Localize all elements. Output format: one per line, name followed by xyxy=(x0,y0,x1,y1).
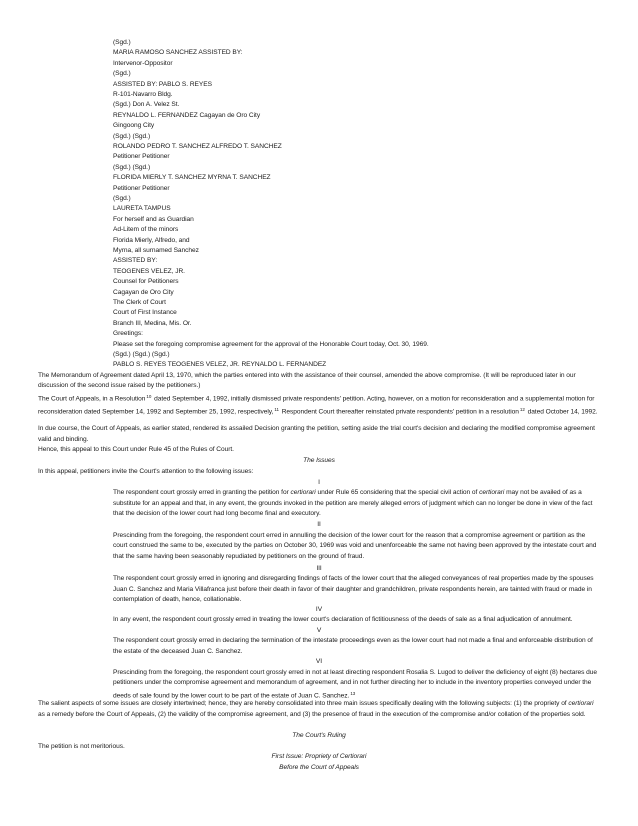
signature-line: (Sgd.) xyxy=(113,39,131,46)
paragraph-text: as a remedy before the Court of Appeals, (2) the validity of the compromise agreement, and (3) the presence of fraud in the execution of the compromise and/or collation of the properties sold. xyxy=(38,710,586,718)
footnote-ref[interactable]: 13 xyxy=(350,690,356,696)
signature-line: TEOGENES VELEZ, JR. xyxy=(113,267,185,275)
signature-line: LAURETA TAMPUS xyxy=(113,205,171,213)
signature-line: Intervenor-Oppositor xyxy=(113,59,173,67)
signature-line: Ad-Litem of the minors xyxy=(113,226,179,234)
issue-text-part: under Rule 65 considering that the special civil action of xyxy=(317,489,478,496)
signature-line: Please set the foregoing compromise agreement for the approval of the Honorable Court today, Oct. 30, 1969. xyxy=(113,340,429,348)
paragraph-hence: Hence, this appeal to this Court under Rule 45 of the Rules of Court. xyxy=(38,446,234,454)
heading-first-issue: First Issue: Propriety of Certiorari xyxy=(271,753,367,761)
issue-number: I xyxy=(318,478,320,486)
heading-courts-ruling: The Court's Ruling xyxy=(292,732,346,740)
issue-text: The respondent court grossly erred in declaring the termination of the intestate proceedings even as the lower court had not made a final and enforceable distribution of the estate of the deceased Juan C. Sanchez. xyxy=(113,637,593,655)
signature-line: Gingoong City xyxy=(113,122,155,130)
signature-line: FLORIDA MIERLY T. SANCHEZ MYRNA T. SANCHEZ xyxy=(113,174,271,182)
issue-text xyxy=(113,668,600,702)
signature-line: For herself and as Guardian xyxy=(113,215,194,223)
issue-number: IV xyxy=(315,605,323,613)
signature-line: Florida Mierly, Alfredo, and xyxy=(113,236,190,244)
signature-line: (Sgd.) xyxy=(113,70,131,78)
issue-number: VI xyxy=(315,658,323,666)
issue-text xyxy=(113,488,600,520)
paragraph-salient-aspects xyxy=(38,699,598,720)
paragraph-memorandum: The Memorandum of Agreement dated April 13, 1970, which the parties entered into with the assistance of their counsel, amended the above compromise. (It will be reproduced later in our discussion of the second issue raised by the petitioners.) xyxy=(38,371,576,390)
footnote-ref[interactable]: 10 xyxy=(146,394,152,399)
footnote-ref[interactable]: 12 xyxy=(519,407,525,413)
issue-text-part: may not be availed of as a substitute for an appeal and that, in any event, the grounds invoked in the petition are merely alleged errors of judgment which can no longer be done in view of the fact that the decision of the lower court had long become final and executory. xyxy=(113,489,593,518)
signature-line: Counsel for Petitioners xyxy=(113,278,179,286)
signature-line: Petitioner Petitioner xyxy=(113,153,170,161)
issue-text: The respondent court grossly erred in ignoring and disregarding findings of facts of the lower court that the alleged conveyances of real properties made by the spouses Juan C. Sanchez and Maria Villafranca just before their death in favor of their daughter and grandchildren, private respondents herein, are tainted with fraud or made in contemplation of death, hence, collationable. xyxy=(113,575,594,604)
issue-text-part: certiorari xyxy=(290,489,316,496)
issue-text-part: The respondent court grossly erred in granting the petition for xyxy=(113,489,289,496)
issue-number: II xyxy=(317,521,321,529)
issue-text: Prescinding from the foregoing, the respondent court erred in annulling the decision of the lower court for the reason that a compromise agreement or partition as the court construed the same to be, executed by the parties on October 30, 1969 was void and unenforceable the same not having been approved by the intestate court and that the same having been seasonably repudiated by petitioners on the ground of fraud. xyxy=(113,531,597,560)
signature-line: Cagayan de Oro City xyxy=(113,288,174,296)
signature-line: REYNALDO L. FERNANDEZ Cagayan de Oro City xyxy=(113,111,261,119)
paragraph-text: Respondent Court thereafter reinstated private respondents' petition in a resolution xyxy=(281,408,519,416)
heading-the-issues: The Issues xyxy=(303,457,335,464)
signature-line: ASSISTED BY: xyxy=(113,257,158,265)
signature-line: ASSISTED BY: PABLO S. REYES xyxy=(113,80,212,88)
issue-text-part: Prescinding from the foregoing, the respondent court grossly erred in not at least directing respondent Rosalia S. Lugod to deliver the deficiency of eight (8) hectares due petitioners under the compromise agreement and memorandum of agreement, and in not further directing her to include in the inventory properties conveyed under the deeds of sale found by the lower court to be part of the estate of Juan C. Sanchez. xyxy=(113,668,598,700)
signature-line: Branch III, Medina, Mis. Or. xyxy=(113,319,192,327)
signature-line: Petitioner Petitioner xyxy=(113,184,170,192)
signature-line: R-101-Navarro Bldg. xyxy=(113,91,173,98)
signature-line: The Clerk of Court xyxy=(113,299,166,306)
paragraph-due-course: In due course, the Court of Appeals, as earlier stated, rendered its assailed Decision granting the petition, setting aside the trial court's decision and declaring the modified compromise agreement valid and binding. xyxy=(38,425,595,443)
signature-line: Greetings: xyxy=(113,330,143,338)
signature-line: (Sgd.) (Sgd.) xyxy=(113,132,151,140)
paragraph-text: The Court of Appeals, in a Resolution xyxy=(38,395,146,403)
paragraph-court-of-appeals xyxy=(38,392,598,418)
paragraph-text: dated September 4, 1992, initially dismissed private respondents' petition. Acting, however, on a motion for reconsideration and a supplemental motion for reconsideration dated September 14, 1992 and September 25, 1992, respectively, xyxy=(38,395,595,416)
signature-line: (Sgd.) xyxy=(113,195,131,202)
signature-line: (Sgd.) Don A. Velez St. xyxy=(113,101,180,109)
issue-number: III xyxy=(316,564,322,572)
signature-line: Myrna, all surnamed Sanchez xyxy=(113,247,199,254)
paragraph-petition-not-meritorious: The petition is not meritorious. xyxy=(38,743,125,750)
signature-line: ROLANDO PEDRO T. SANCHEZ ALFREDO T. SANCHEZ xyxy=(113,143,282,150)
heading-first-issue-sub: Before the Court of Appeals xyxy=(279,763,359,771)
paragraph-text: The salient aspects of some issues are closely intertwined; hence, they are hereby consolidated into three main issues specifically dealing with the following subjects: (1) the propriety of xyxy=(38,700,567,708)
signature-line: PABLO S. REYES TEOGENES VELEZ, JR. REYNALDO L. FERNANDEZ xyxy=(113,361,327,369)
paragraph-text: certiorari xyxy=(568,700,594,708)
issue-text: In any event, the respondent court grossly erred in treating the lower court's declaration of fictitiousness of the deeds of sale as a final adjudication of annulment. xyxy=(113,616,573,624)
issue-text-part: certiorari xyxy=(479,489,505,496)
footnote-ref[interactable]: 11 xyxy=(274,407,279,413)
signature-line: (Sgd.) (Sgd.) (Sgd.) xyxy=(113,351,170,358)
issue-number: V xyxy=(316,626,322,634)
signature-line: MARIA RAMOSO SANCHEZ ASSISTED BY: xyxy=(113,49,243,57)
paragraph-in-this-appeal: In this appeal, petitioners invite the Court's attention to the following issues: xyxy=(38,467,254,475)
signature-line: (Sgd.) (Sgd.) xyxy=(113,163,151,171)
paragraph-text: dated October 14, 1992. xyxy=(527,408,598,416)
signature-line: Court of First Instance xyxy=(113,309,177,317)
